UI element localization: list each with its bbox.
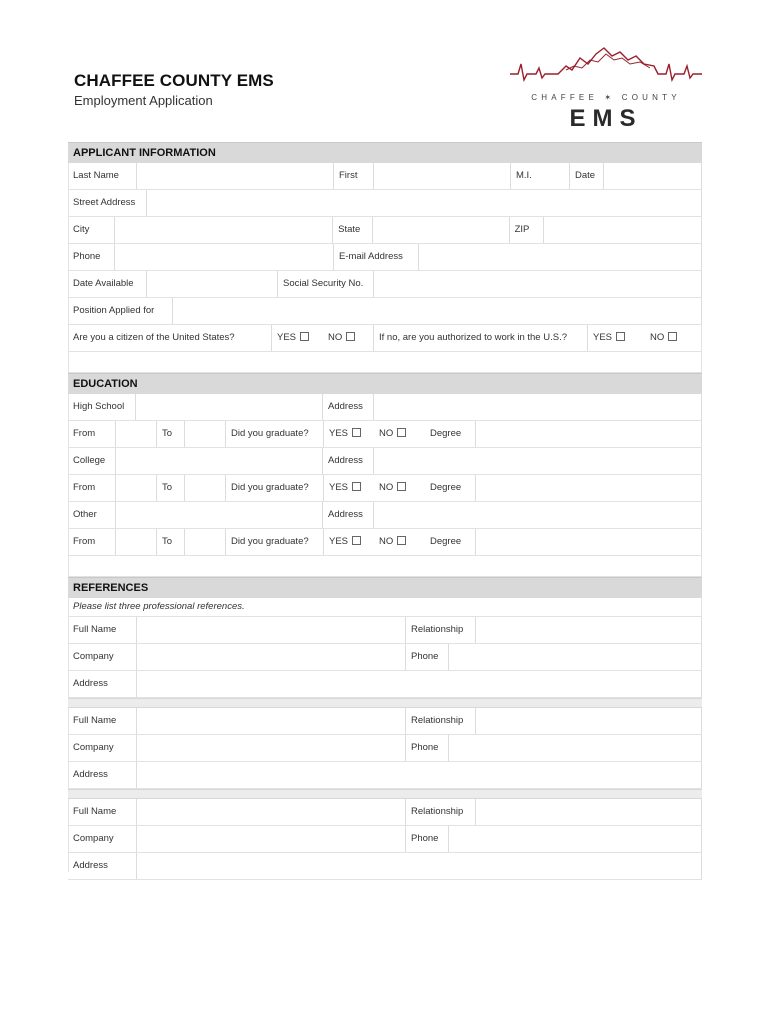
email-label: E-mail Address [339,251,403,262]
state-label: State [338,224,361,235]
citizen-yes-label: YES [277,332,297,343]
other-degree-label: Degree [430,536,462,547]
high-school-no-label: NO [379,428,394,439]
reference-2-phone-label: Phone [411,742,439,753]
college-field[interactable] [115,448,323,474]
high-school-degree-label: Degree [430,428,462,439]
citizenship-row [68,325,702,352]
other-address-field[interactable] [373,502,702,528]
high-school-to-field[interactable] [184,421,226,447]
citizen-no-option[interactable] [323,325,374,351]
date-field[interactable] [603,163,702,189]
other-from-field[interactable] [115,529,157,555]
other-no-label: NO [379,536,394,547]
reference-3-phone-label: Phone [411,833,439,844]
other-row [68,502,702,529]
high-school-graduate-question: Did you graduate? [231,428,309,439]
authorized-question: If no, are you authorized to work in the U.S.? [374,325,588,351]
other-field[interactable] [115,502,323,528]
last-name-label: Last Name [73,170,119,181]
form-subtitle: Employment Application [74,93,213,108]
reference-1-name-row [68,617,702,644]
state-field[interactable] [372,217,510,243]
reference-3-company-row [68,826,702,853]
high-school-no-option[interactable] [374,421,425,447]
reference-1-relationship-label: Relationship [411,624,464,635]
other-label: Other [73,509,97,520]
section-references: REFERENCES [68,577,702,598]
date-available-field[interactable] [146,271,278,297]
date-available-label: Date Available [73,278,134,289]
reference-1-company-label: Company [73,651,114,662]
section-applicant-information: APPLICANT INFORMATION [68,142,702,163]
reference-3-name-row [68,799,702,826]
high-school-from-label: From [73,428,96,439]
authorized-yes-checkbox[interactable] [616,332,625,341]
high-school-field[interactable] [135,394,323,420]
reference-3-company-field[interactable] [136,826,406,852]
other-no-checkbox[interactable] [397,536,406,545]
reference-2-address-label: Address [73,769,108,780]
other-to-label: To [162,536,173,547]
reference-2-name-field[interactable] [136,708,406,734]
street-address-field[interactable] [146,190,702,216]
other-yes-checkbox[interactable] [352,536,361,545]
high-school-yes-label: YES [329,428,349,439]
form-title: CHAFFEE COUNTY EMS [74,71,274,90]
reference-3-company-label: Company [73,833,114,844]
reference-2-address-field[interactable] [136,762,702,788]
high-school-address-field[interactable] [373,394,702,420]
reference-1-company-field[interactable] [136,644,406,670]
reference-2-relationship-field[interactable] [475,708,702,734]
reference-3-address-label: Address [73,860,108,871]
reference-2-phone-field[interactable] [448,735,702,761]
reference-1-name-field[interactable] [136,617,406,643]
high-school-address-label: Address [328,401,363,412]
reference-1-address-label: Address [73,678,108,689]
citizen-question: Are you a citizen of the United States? [68,325,272,351]
heartbeat-mountain-icon [508,44,704,94]
college-degree-field[interactable] [475,475,702,501]
high-school-no-checkbox[interactable] [397,428,406,437]
last-name-field[interactable] [136,163,334,189]
authorized-yes-label: YES [593,332,613,343]
city-row [68,217,702,244]
college-address-field[interactable] [373,448,702,474]
citizen-yes-checkbox[interactable] [300,332,309,341]
reference-2-company-row [68,735,702,762]
authorized-no-option[interactable] [645,325,702,351]
reference-3-name-label: Full Name [73,806,117,817]
section-spacer [68,352,702,373]
position-field[interactable] [172,298,702,324]
college-graduate-question: Did you graduate? [231,482,309,493]
college-yes-checkbox[interactable] [352,482,361,491]
references-instructions: Please list three professional references. [68,598,702,617]
reference-2-company-label: Company [73,742,114,753]
section-education: EDUCATION [68,373,702,394]
date-label: Date [575,170,596,181]
mi-label: M.I. [516,170,532,181]
high-school-from-field[interactable] [115,421,157,447]
reference-1-name-label: Full Name [73,624,117,635]
high-school-row [68,394,702,421]
other-no-option[interactable] [374,529,425,555]
college-yes-option[interactable] [323,475,374,501]
reference-1-address-field[interactable] [136,671,702,697]
reference-1-address-row [68,671,702,698]
citizen-yes-option[interactable] [272,325,323,351]
phone-field[interactable] [114,244,334,270]
other-graduate-question: Did you graduate? [231,536,309,547]
authorized-yes-option[interactable] [588,325,645,351]
citizen-no-checkbox[interactable] [346,332,355,341]
high-school-dates-row [68,421,702,448]
ems-logo [508,44,704,134]
college-dates-row [68,475,702,502]
reference-separator [68,698,702,708]
reference-1-relationship-field[interactable] [475,617,702,643]
street-address-label: Street Address [73,197,136,208]
reference-3-name-field[interactable] [136,799,406,825]
section-spacer [68,556,702,577]
position-label: Position Applied for [73,305,155,316]
college-address-label: Address [328,455,363,466]
college-no-checkbox[interactable] [397,482,406,491]
reference-2-address-row [68,762,702,789]
other-to-field[interactable] [184,529,226,555]
college-from-field[interactable] [115,475,157,501]
other-yes-option[interactable] [323,529,374,555]
application-form [68,142,702,880]
phone-email-row [68,244,702,271]
reference-separator [68,789,702,799]
city-field[interactable] [114,217,333,243]
logo-county-text: CHAFFEE ✶ COUNTY [531,93,681,102]
reference-2-name-label: Full Name [73,715,117,726]
reference-3-relationship-label: Relationship [411,806,464,817]
high-school-to-label: To [162,428,173,439]
ssn-label: Social Security No. [283,278,364,289]
email-field[interactable] [418,244,702,270]
reference-3-phone-field[interactable] [448,826,702,852]
first-name-field[interactable] [373,163,511,189]
position-row [68,298,702,325]
college-from-label: From [73,482,96,493]
first-name-label: First [339,170,358,181]
mi-field[interactable] [549,163,570,189]
citizen-no-label: NO [328,332,343,343]
other-from-label: From [73,536,96,547]
reference-1-phone-label: Phone [411,651,439,662]
authorized-no-checkbox[interactable] [668,332,677,341]
reference-2-company-field[interactable] [136,735,406,761]
city-label: City [73,224,90,235]
high-school-label: High School [73,401,125,412]
authorized-no-label: NO [650,332,665,343]
high-school-yes-option[interactable] [323,421,374,447]
other-dates-row [68,529,702,556]
availability-row [68,271,702,298]
college-yes-label: YES [329,482,349,493]
reference-3-address-field[interactable] [136,853,702,879]
other-yes-label: YES [329,536,349,547]
college-label: College [73,455,106,466]
high-school-degree-field[interactable] [475,421,702,447]
reference-1-company-row [68,644,702,671]
name-row [68,163,702,190]
ssn-field[interactable] [373,271,702,297]
street-row [68,190,702,217]
logo-ems-text: EMS [569,105,643,132]
zip-label: ZIP [514,224,530,235]
phone-label: Phone [73,251,101,262]
reference-2-relationship-label: Relationship [411,715,464,726]
high-school-yes-checkbox[interactable] [352,428,361,437]
other-degree-field[interactable] [475,529,702,555]
college-to-field[interactable] [184,475,226,501]
college-row [68,448,702,475]
zip-field[interactable] [543,217,702,243]
college-no-label: NO [379,482,394,493]
reference-1-phone-field[interactable] [448,644,702,670]
college-to-label: To [162,482,173,493]
college-no-option[interactable] [374,475,425,501]
reference-2-name-row [68,708,702,735]
reference-3-relationship-field[interactable] [475,799,702,825]
reference-3-address-row [68,853,702,880]
other-address-label: Address [328,509,363,520]
college-degree-label: Degree [430,482,462,493]
